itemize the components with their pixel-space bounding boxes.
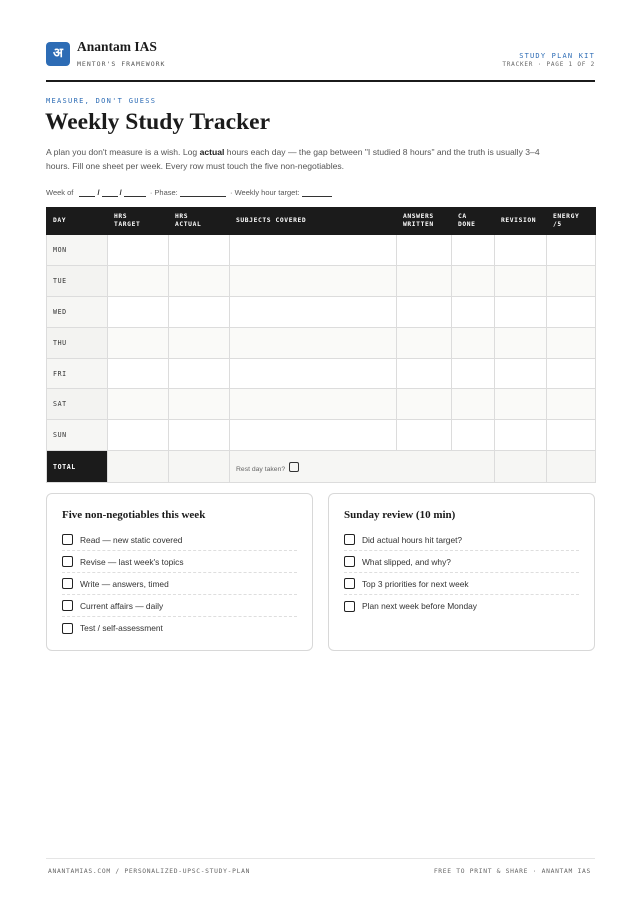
checklist-label: What slipped, and why? (362, 556, 451, 567)
revision-cell[interactable] (495, 235, 547, 266)
energy-cell[interactable] (547, 327, 596, 358)
hrs-target-cell[interactable] (108, 389, 169, 420)
total-row (47, 451, 596, 483)
intro-paragraph: A plan you don't measure is a wish. Log actual hours each day — the gap between "I studied 8 hours" and the truth is usually 3–4 hours. Fill one sheet per week. Every row must touch the five non-negotiables. (46, 147, 540, 171)
week-meta-line: Week of / / · Phase: · Weekly hour target: (46, 188, 332, 197)
checkbox-icon[interactable] (62, 556, 73, 567)
day-label: THU (47, 327, 108, 358)
total-revision-cell[interactable] (495, 451, 547, 483)
column-header: DAY (47, 208, 108, 235)
checklist-label: Read — new static covered (80, 534, 183, 545)
answers-cell[interactable] (397, 389, 452, 420)
checklist-item[interactable] (62, 529, 297, 551)
total-energy-cell[interactable] (547, 451, 596, 483)
hrs-target-cell[interactable] (108, 327, 169, 358)
revision-cell[interactable] (495, 420, 547, 451)
checklist-label: Top 3 priorities for next week (362, 578, 469, 589)
checklist-item[interactable] (344, 551, 579, 573)
ca-done-cell[interactable] (452, 327, 495, 358)
table-header-row (47, 208, 596, 235)
ca-done-cell[interactable] (452, 235, 495, 266)
checklist-label: Test / self-assessment (80, 623, 163, 633)
column-header: SUBJECTS COVERED (230, 208, 397, 235)
hrs-actual-cell[interactable] (169, 296, 230, 327)
checklist-item[interactable] (344, 573, 579, 595)
checklist-item[interactable] (62, 595, 297, 617)
ca-done-cell[interactable] (452, 420, 495, 451)
subjects-cell[interactable] (230, 389, 397, 420)
checklist-item[interactable] (62, 617, 297, 639)
column-header: ANSWERS WRITTEN (397, 208, 452, 235)
column-header: ENERGY /5 (547, 208, 596, 235)
non-negotiables-card (46, 493, 313, 651)
checkbox-icon[interactable] (344, 534, 355, 545)
checklist-item[interactable] (62, 551, 297, 573)
hrs-actual-cell[interactable] (169, 358, 230, 389)
sunday-review-list (344, 529, 579, 617)
checkbox-icon[interactable] (344, 578, 355, 589)
table-row (47, 358, 596, 389)
footer-url: ANANTAMIAS.COM / PERSONALIZED-UPSC-STUDY-PLAN (48, 868, 251, 875)
revision-cell[interactable] (495, 389, 547, 420)
column-header: CA DONE (452, 208, 495, 235)
revision-cell[interactable] (495, 265, 547, 296)
ca-done-cell[interactable] (452, 358, 495, 389)
answers-cell[interactable] (397, 327, 452, 358)
checklist-item[interactable] (344, 529, 579, 551)
hrs-actual-cell[interactable] (169, 265, 230, 296)
subjects-cell[interactable] (230, 265, 397, 296)
kit-label: STUDY PLAN KIT (519, 52, 595, 60)
energy-cell[interactable] (547, 296, 596, 327)
week-year-field[interactable] (124, 189, 146, 197)
non-negotiables-list (62, 529, 297, 639)
sunday-review-card (328, 493, 595, 651)
energy-cell[interactable] (547, 265, 596, 296)
page-title: Weekly Study Tracker (45, 109, 270, 135)
energy-cell[interactable] (547, 389, 596, 420)
rest-day-checkbox[interactable] (289, 462, 299, 472)
answers-cell[interactable] (397, 265, 452, 296)
revision-cell[interactable] (495, 296, 547, 327)
hour-target-label: · Weekly hour target: (230, 188, 300, 197)
checklist-label: Current affairs — daily (80, 600, 164, 611)
column-header: REVISION (495, 208, 547, 235)
phase-field[interactable] (180, 189, 226, 197)
hour-target-field[interactable] (302, 189, 332, 197)
subjects-cell[interactable] (230, 296, 397, 327)
column-header: HRS TARGET (108, 208, 169, 235)
energy-cell[interactable] (547, 420, 596, 451)
subjects-cell[interactable] (230, 327, 397, 358)
table-row (47, 235, 596, 266)
checklist-item[interactable] (344, 595, 579, 617)
checklist-item[interactable] (62, 573, 297, 595)
column-header: HRS ACTUAL (169, 208, 230, 235)
revision-cell[interactable] (495, 327, 547, 358)
week-day-field[interactable] (79, 189, 95, 197)
table-row (47, 389, 596, 420)
answers-cell[interactable] (397, 420, 452, 451)
checkbox-icon[interactable] (344, 601, 355, 612)
week-of-label: Week of (46, 188, 74, 197)
eyebrow-label: MEASURE, DON'T GUESS (46, 97, 157, 105)
total-target-cell[interactable] (108, 451, 169, 483)
day-label: MON (47, 235, 108, 266)
checkbox-icon[interactable] (344, 556, 355, 567)
brand-name: Anantam IAS (77, 39, 157, 54)
checklist-label: Write — answers, timed (80, 578, 169, 589)
hrs-target-cell[interactable] (108, 358, 169, 389)
checkbox-icon[interactable] (62, 623, 73, 634)
table-row (47, 265, 596, 296)
hrs-target-cell[interactable] (108, 296, 169, 327)
answers-cell[interactable] (397, 296, 452, 327)
hrs-target-cell[interactable] (108, 265, 169, 296)
ca-done-cell[interactable] (452, 389, 495, 420)
phase-label: · Phase: (149, 188, 178, 197)
rest-day-label: Rest day taken? (236, 465, 286, 473)
page-info: TRACKER · PAGE 1 OF 2 (502, 61, 595, 68)
checklist-label: Revise — last week's topics (80, 556, 184, 567)
brand-subtitle: MENTOR'S FRAMEWORK (77, 60, 166, 68)
hrs-actual-cell[interactable] (169, 389, 230, 420)
day-label: TUE (47, 265, 108, 296)
sunday-review-title: Sunday review (10 min) (344, 509, 456, 521)
subjects-cell[interactable] (230, 235, 397, 266)
checkbox-icon[interactable] (62, 600, 73, 611)
hrs-target-cell[interactable] (108, 420, 169, 451)
energy-cell[interactable] (547, 235, 596, 266)
page-header (46, 40, 595, 82)
day-label: SAT (47, 389, 108, 420)
ca-done-cell[interactable] (452, 265, 495, 296)
revision-cell[interactable] (495, 358, 547, 389)
hrs-actual-cell[interactable] (169, 420, 230, 451)
energy-cell[interactable] (547, 358, 596, 389)
footer-note: FREE TO PRINT & SHARE · ANANTAM IAS (433, 868, 591, 875)
checklist-label: Plan next week before Monday (362, 601, 477, 611)
non-negotiables-title: Five non-negotiables this week (62, 509, 206, 521)
subjects-cell[interactable] (230, 358, 397, 389)
page-footer (46, 858, 595, 875)
brand-logo-icon: अ (46, 42, 70, 66)
day-label: WED (47, 296, 108, 327)
rest-day-cell (230, 451, 495, 483)
table-row (47, 327, 596, 358)
total-actual-cell[interactable] (169, 451, 230, 483)
day-label: SUN (47, 420, 108, 451)
week-month-field[interactable] (102, 189, 118, 197)
day-label: FRI (47, 358, 108, 389)
answers-cell[interactable] (397, 358, 452, 389)
ca-done-cell[interactable] (452, 296, 495, 327)
hrs-actual-cell[interactable] (169, 327, 230, 358)
checkbox-icon[interactable] (62, 578, 73, 589)
study-tracker-table (46, 207, 596, 483)
hrs-target-cell[interactable] (108, 235, 169, 266)
checklist-label: Did actual hours hit target? (362, 534, 463, 545)
checkbox-icon[interactable] (62, 534, 73, 545)
table-row (47, 296, 596, 327)
hrs-actual-cell[interactable] (169, 235, 230, 266)
subjects-cell[interactable] (230, 420, 397, 451)
answers-cell[interactable] (397, 235, 452, 266)
total-label: TOTAL (47, 451, 108, 483)
table-row (47, 420, 596, 451)
